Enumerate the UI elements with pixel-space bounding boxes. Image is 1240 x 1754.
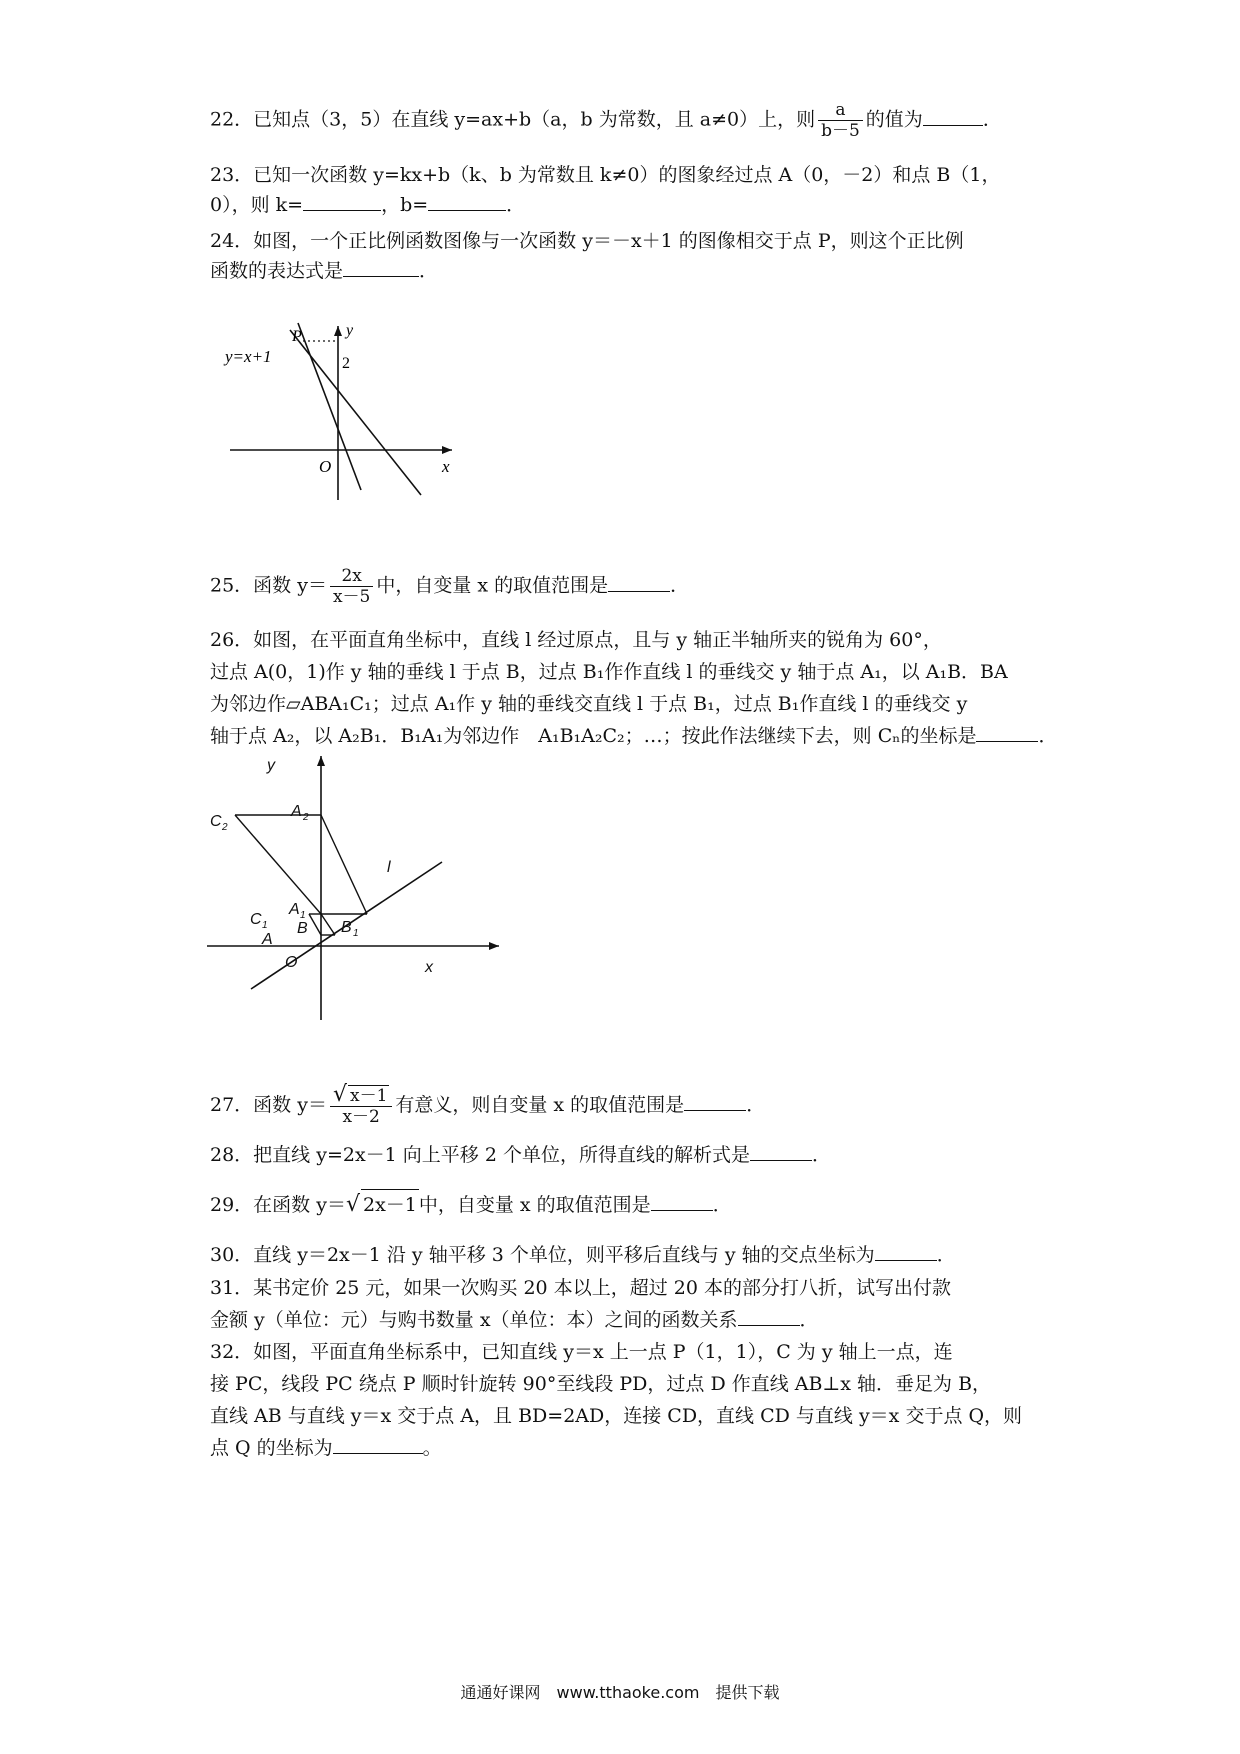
- q32-end: 。: [422, 1437, 442, 1459]
- question-29: [210, 1189, 1040, 1220]
- segment-ba1: [321, 914, 335, 935]
- q27-end: ．: [746, 1094, 766, 1116]
- q31-text: 金额 y（单位：元）与购书数量 x（单位：本）之间的函数关系: [210, 1309, 738, 1331]
- q27-frac-den: x－2: [342, 1107, 380, 1127]
- point-b1-label: B: [341, 919, 352, 936]
- q24-line1: 24．如图，一个正比例函数图像与一次函数 y＝－x＋1 的图像相交于点 P，则这个正比例: [210, 230, 964, 252]
- point-a1-subscript: 1: [300, 910, 306, 921]
- sqrt-sign: √: [332, 1082, 347, 1107]
- q28-end: ．: [811, 1144, 831, 1166]
- q25-text-b: 中，自变量 x 的取值范围是: [376, 574, 609, 597]
- q32-answer-blank[interactable]: [333, 1435, 423, 1454]
- q25-fraction: [330, 566, 373, 607]
- line-l-label: l: [387, 859, 391, 876]
- segment-a2b1: [321, 815, 367, 914]
- q31-answer-blank[interactable]: [738, 1307, 800, 1326]
- y-axis-arrow: [317, 756, 325, 766]
- question-30: [210, 1240, 1040, 1270]
- q25-frac-num: 2x: [330, 566, 373, 587]
- point-c2-subscript: 2: [222, 822, 228, 833]
- y-axis-label: y: [267, 757, 275, 774]
- question-23: [210, 160, 1040, 220]
- q24-answer-blank[interactable]: [343, 258, 419, 277]
- q29-sqrt-inner: 2x－1: [361, 1189, 419, 1220]
- point-c1-label: C: [250, 911, 262, 928]
- page-footer: 通通好课网 www.tthaoke.com 提供下载: [460, 1683, 780, 1702]
- question-32: [210, 1336, 1040, 1464]
- q23-k-label: 0），则 k=: [210, 194, 304, 216]
- figure-26: [205, 752, 505, 1024]
- q31-end: ．: [799, 1309, 819, 1331]
- point-a-label: A: [262, 931, 273, 948]
- sqrt-sign: √: [345, 1192, 360, 1217]
- point-p-label: P: [292, 328, 302, 345]
- q23-line1: 23．已知一次函数 y=kx+b（k、b 为常数且 k≠0）的图象经过点 A（0，－2）和点 B（1，: [210, 164, 1001, 186]
- q32-text: 点 Q 的坐标为: [210, 1437, 333, 1459]
- q26-end: ．: [1038, 725, 1058, 747]
- q22-end: ．: [982, 108, 1002, 131]
- q28-text: 28．把直线 y=2x－1 向上平移 2 个单位，所得直线的解析式是: [210, 1144, 750, 1166]
- q22-fraction: [818, 100, 863, 141]
- q28-answer-blank[interactable]: [750, 1142, 812, 1161]
- q22-frac-num: a: [818, 100, 863, 121]
- q31-line1: 31．某书定价 25 元，如果一次购买 20 本以上，超过 20 本的部分打八折，试写出付款: [210, 1277, 951, 1299]
- q32-line2: 接 PC，线段 PC 绕点 P 顺时针旋转 90°至线段 PD，过点 D 作直线 AB⊥x 轴．垂足为 B，: [210, 1373, 992, 1395]
- figure-26-graph: [205, 752, 505, 1024]
- figure-24: [220, 320, 460, 510]
- q26-line1: 26．如图，在平面直角坐标中，直线 l 经过原点，且与 y 轴正半轴所夹的锐角为 60°，: [210, 629, 942, 651]
- q30-end: ．: [936, 1244, 956, 1266]
- point-a2-subscript: 2: [303, 812, 309, 823]
- line-label: y=x+1: [225, 347, 272, 366]
- q30-text: 30．直线 y＝2x－1 沿 y 轴平移 3 个单位，则平移后直线与 y 轴的交点坐标为: [210, 1244, 875, 1266]
- segment-c2a1: [235, 815, 321, 914]
- point-c2-label: C: [210, 813, 222, 830]
- q32-line4: [210, 1432, 1040, 1464]
- question-28: [210, 1140, 1040, 1170]
- q29-text: 29．在函数 y＝: [210, 1194, 346, 1216]
- q24-line2: [210, 256, 1040, 286]
- q29-answer-blank[interactable]: [651, 1192, 713, 1211]
- q31-line2: [210, 1304, 1040, 1336]
- question-22: [210, 100, 1040, 141]
- x-axis-label: x: [442, 457, 450, 476]
- q27-frac-num: [330, 1082, 392, 1107]
- point-c1-subscript: 1: [262, 920, 268, 931]
- question-25: [210, 566, 1040, 607]
- q24-text: 函数的表达式是: [210, 260, 344, 282]
- q23-b-label: ，b=: [381, 194, 429, 216]
- q27-text-b: 有意义，则自变量 x 的取值范围是: [395, 1094, 685, 1116]
- x-axis-arrow: [489, 942, 499, 950]
- point-a1-label: A: [289, 901, 300, 918]
- question-26: [210, 624, 1058, 752]
- q23-line2: [210, 190, 1040, 220]
- q25-end: ．: [670, 574, 690, 597]
- y-axis-arrow: [334, 326, 342, 336]
- q23-end: ．: [506, 194, 526, 216]
- origin-label: O: [319, 457, 332, 476]
- point-b-label: B: [297, 920, 308, 937]
- q26-answer-blank[interactable]: [976, 723, 1038, 742]
- question-27: [210, 1082, 1040, 1127]
- q25-frac-den: x－5: [332, 587, 371, 607]
- q22-answer-blank[interactable]: [923, 107, 983, 126]
- question-24: [210, 226, 1040, 286]
- q30-answer-blank[interactable]: [875, 1242, 937, 1261]
- y-axis-label: y: [346, 322, 354, 339]
- point-b1-subscript: 1: [353, 928, 359, 939]
- point-a2-label: A: [291, 803, 302, 820]
- q27-answer-blank[interactable]: [684, 1092, 746, 1111]
- q24-end: ．: [419, 260, 439, 282]
- q23-k-blank[interactable]: [303, 192, 381, 211]
- q22-text-b: 的值为: [865, 108, 923, 131]
- q26-line2: 过点 A(0，1)作 y 轴的垂线 l 于点 B，过点 B₁作作直线 l 的垂线交 y 轴于点 A₁，以 A₁B．BA: [210, 661, 1008, 683]
- figure-24-graph: [220, 320, 460, 510]
- q25-answer-blank[interactable]: [608, 573, 670, 592]
- segment-c1a: [309, 914, 321, 935]
- x-axis-arrow: [442, 446, 452, 454]
- q25-text: 25．函数 y＝: [210, 574, 327, 597]
- q27-sqrt-inner: x－1: [349, 1086, 388, 1106]
- q27-text: 27．函数 y＝: [210, 1094, 327, 1116]
- q26-line3: 为邻边作▱ABA₁C₁；过点 A₁作 y 轴的垂线交直线 l 于点 B₁，过点 B₁作直线 l 的垂线交 y: [210, 693, 968, 715]
- tick-2-label: 2: [342, 355, 350, 372]
- q32-line1: 32．如图，平面直角坐标系中，已知直线 y＝x 上一点 P（1，1），C 为 y 轴上一点，连: [210, 1341, 953, 1363]
- q29-end: ．: [712, 1194, 732, 1216]
- q26-text: 轴于点 A₂，以 A₂B₁．B₁A₁为邻边作 A₁B₁A₂C₂；…；按此作法继续下去，则 Cₙ的坐标是: [210, 725, 977, 747]
- q23-b-blank[interactable]: [428, 192, 506, 211]
- q26-line4: [210, 720, 1058, 752]
- question-31: [210, 1272, 1040, 1336]
- q22-frac-den: b－5: [821, 121, 860, 141]
- q22-text: 22．已知点（3，5）在直线 y=ax+b（a，b 为常数，且 a≠0）上，则: [210, 108, 816, 131]
- q29-text-b: 中，自变量 x 的取值范围是: [418, 1194, 651, 1216]
- x-axis-label: x: [425, 959, 433, 976]
- q32-line3: 直线 AB 与直线 y＝x 交于点 A，且 BD=2AD，连接 CD，直线 CD 与直线 y＝x 交于点 Q，则: [210, 1405, 1023, 1427]
- q27-fraction: [330, 1082, 392, 1127]
- origin-label: O: [285, 954, 298, 971]
